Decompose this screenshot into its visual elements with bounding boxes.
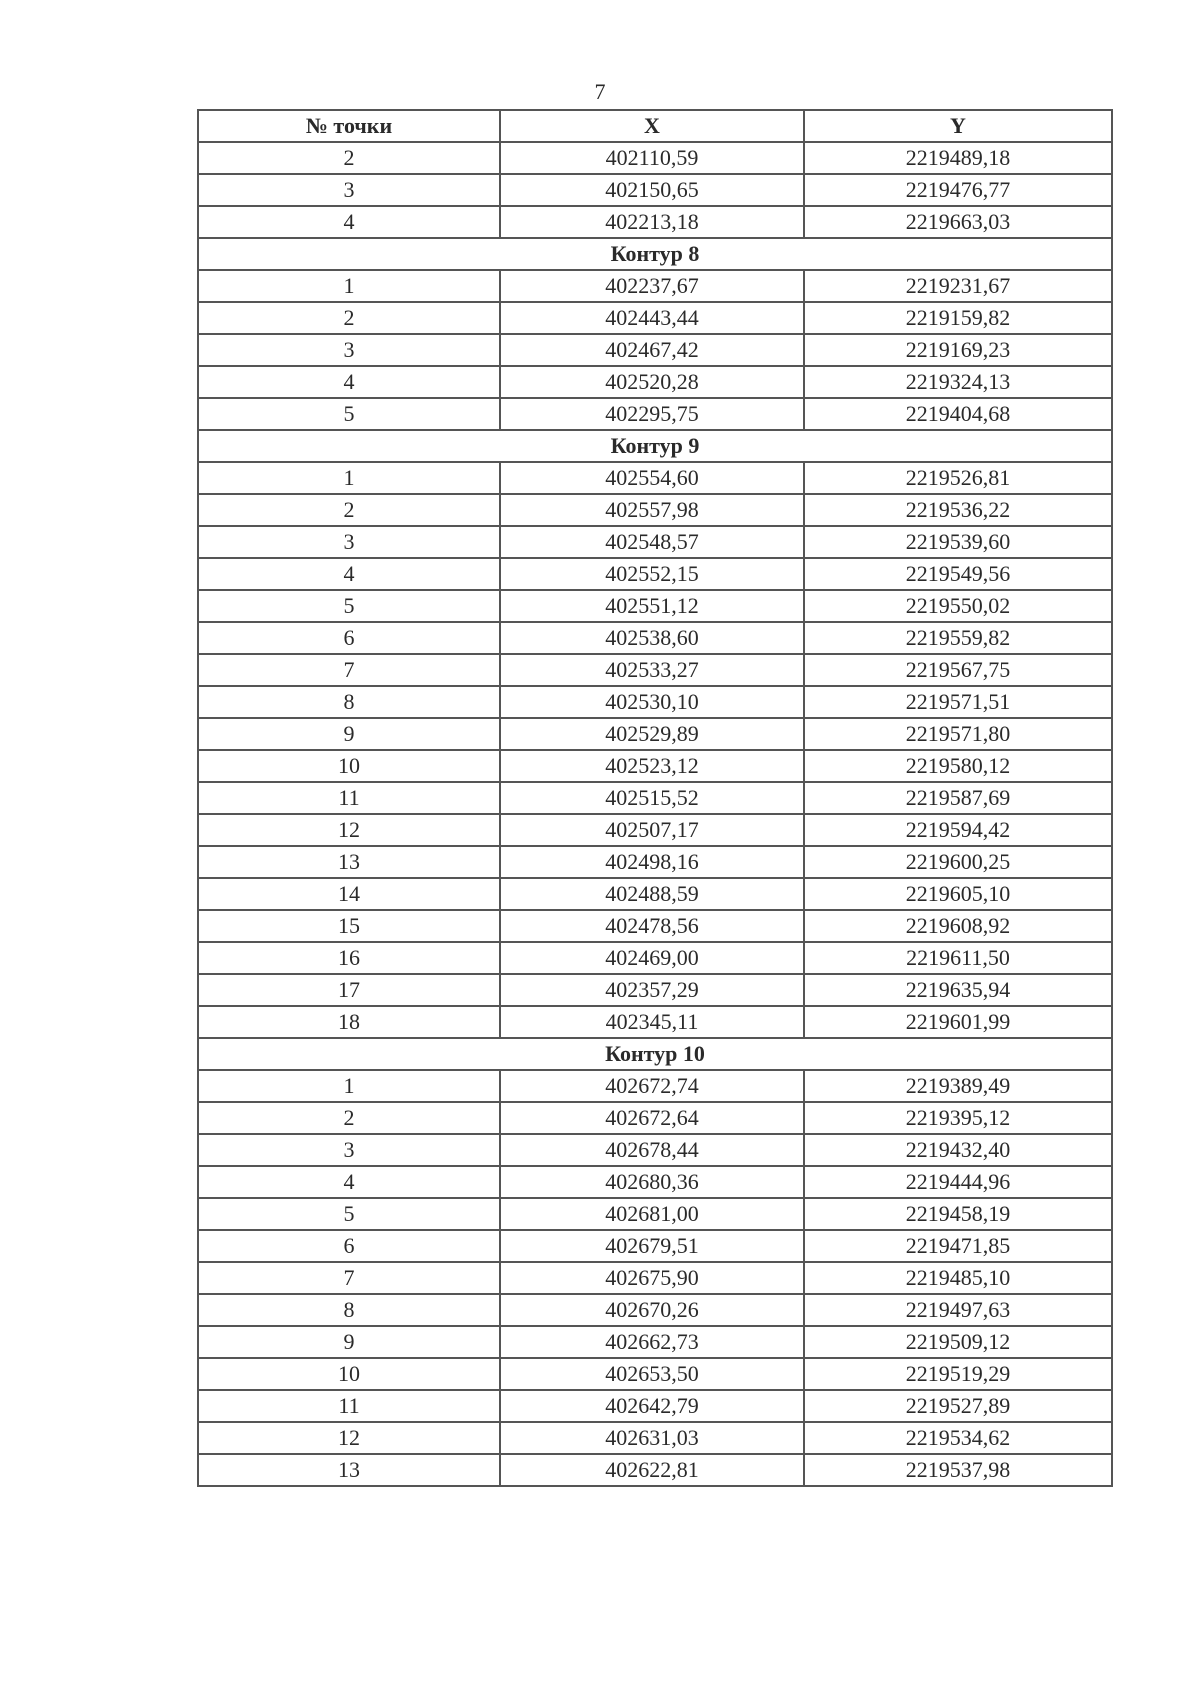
cell-y: 2219444,96 — [804, 1166, 1112, 1198]
cell-y: 2219605,10 — [804, 878, 1112, 910]
cell-point-number: 18 — [198, 1006, 500, 1038]
table-row — [198, 494, 1112, 526]
cell-point-number: 9 — [198, 718, 500, 750]
cell-point-number: 13 — [198, 1454, 500, 1486]
cell-y: 2219580,12 — [804, 750, 1112, 782]
cell-x: 402681,00 — [500, 1198, 804, 1230]
cell-x: 402672,74 — [500, 1070, 804, 1102]
cell-x: 402675,90 — [500, 1262, 804, 1294]
cell-point-number: 5 — [198, 590, 500, 622]
cell-y: 2219600,25 — [804, 846, 1112, 878]
table-row — [198, 398, 1112, 430]
cell-x: 402679,51 — [500, 1230, 804, 1262]
table-row — [198, 1422, 1112, 1454]
cell-point-number: 7 — [198, 654, 500, 686]
coordinates-table — [197, 109, 1113, 1487]
table-row — [198, 974, 1112, 1006]
table-row — [198, 782, 1112, 814]
cell-y: 2219571,80 — [804, 718, 1112, 750]
header-y: Y — [804, 110, 1112, 142]
cell-x: 402295,75 — [500, 398, 804, 430]
table-row — [198, 718, 1112, 750]
table-row — [198, 1390, 1112, 1422]
header-row — [198, 110, 1112, 142]
cell-y: 2219432,40 — [804, 1134, 1112, 1166]
table-row — [198, 846, 1112, 878]
cell-y: 2219635,94 — [804, 974, 1112, 1006]
table-header — [198, 110, 1112, 142]
cell-x: 402622,81 — [500, 1454, 804, 1486]
table-row — [198, 1102, 1112, 1134]
cell-y: 2219231,67 — [804, 270, 1112, 302]
cell-point-number: 7 — [198, 1262, 500, 1294]
cell-x: 402678,44 — [500, 1134, 804, 1166]
cell-point-number: 8 — [198, 686, 500, 718]
cell-point-number: 1 — [198, 270, 500, 302]
cell-x: 402498,16 — [500, 846, 804, 878]
cell-point-number: 4 — [198, 1166, 500, 1198]
cell-point-number: 15 — [198, 910, 500, 942]
cell-x: 402529,89 — [500, 718, 804, 750]
cell-point-number: 2 — [198, 494, 500, 526]
table-row — [198, 206, 1112, 238]
header-x: X — [500, 110, 804, 142]
cell-x: 402213,18 — [500, 206, 804, 238]
cell-x: 402467,42 — [500, 334, 804, 366]
cell-point-number: 13 — [198, 846, 500, 878]
cell-y: 2219497,63 — [804, 1294, 1112, 1326]
cell-point-number: 6 — [198, 1230, 500, 1262]
cell-point-number: 2 — [198, 302, 500, 334]
page-number: 7 — [594, 79, 606, 104]
cell-y: 2219567,75 — [804, 654, 1112, 686]
cell-y: 2219550,02 — [804, 590, 1112, 622]
table-row — [198, 1166, 1112, 1198]
table-row — [198, 1006, 1112, 1038]
table-row — [198, 142, 1112, 174]
cell-y: 2219663,03 — [804, 206, 1112, 238]
cell-x: 402530,10 — [500, 686, 804, 718]
table-row — [198, 590, 1112, 622]
table-row — [198, 302, 1112, 334]
table-row — [198, 174, 1112, 206]
cell-y: 2219526,81 — [804, 462, 1112, 494]
table-row — [198, 1134, 1112, 1166]
cell-point-number: 5 — [198, 398, 500, 430]
cell-point-number: 9 — [198, 1326, 500, 1358]
section-label: Контур 9 — [198, 430, 1112, 462]
cell-point-number: 2 — [198, 142, 500, 174]
cell-y: 2219539,60 — [804, 526, 1112, 558]
cell-x: 402554,60 — [500, 462, 804, 494]
table-row — [198, 270, 1112, 302]
cell-y: 2219549,56 — [804, 558, 1112, 590]
table-row — [198, 558, 1112, 590]
cell-y: 2219559,82 — [804, 622, 1112, 654]
cell-y: 2219476,77 — [804, 174, 1112, 206]
cell-y: 2219608,92 — [804, 910, 1112, 942]
cell-x: 402345,11 — [500, 1006, 804, 1038]
cell-y: 2219389,49 — [804, 1070, 1112, 1102]
table-row — [198, 1262, 1112, 1294]
table-row — [198, 910, 1112, 942]
cell-point-number: 17 — [198, 974, 500, 1006]
cell-y: 2219611,50 — [804, 942, 1112, 974]
cell-point-number: 3 — [198, 334, 500, 366]
cell-x: 402478,56 — [500, 910, 804, 942]
table-row — [198, 814, 1112, 846]
cell-x: 402443,44 — [500, 302, 804, 334]
cell-point-number: 8 — [198, 1294, 500, 1326]
cell-x: 402523,12 — [500, 750, 804, 782]
cell-x: 402670,26 — [500, 1294, 804, 1326]
table-row — [198, 942, 1112, 974]
table-row — [198, 1454, 1112, 1486]
section-label: Контур 8 — [198, 238, 1112, 270]
cell-y: 2219489,18 — [804, 142, 1112, 174]
cell-x: 402653,50 — [500, 1358, 804, 1390]
table-row — [198, 878, 1112, 910]
cell-y: 2219458,19 — [804, 1198, 1112, 1230]
cell-point-number: 3 — [198, 174, 500, 206]
table-row — [198, 526, 1112, 558]
cell-x: 402538,60 — [500, 622, 804, 654]
cell-y: 2219587,69 — [804, 782, 1112, 814]
cell-x: 402680,36 — [500, 1166, 804, 1198]
cell-x: 402557,98 — [500, 494, 804, 526]
cell-y: 2219471,85 — [804, 1230, 1112, 1262]
cell-x: 402662,73 — [500, 1326, 804, 1358]
cell-y: 2219519,29 — [804, 1358, 1112, 1390]
cell-point-number: 10 — [198, 1358, 500, 1390]
cell-x: 402469,00 — [500, 942, 804, 974]
cell-y: 2219169,23 — [804, 334, 1112, 366]
cell-y: 2219536,22 — [804, 494, 1112, 526]
header-point-number: № точки — [198, 110, 500, 142]
cell-y: 2219395,12 — [804, 1102, 1112, 1134]
cell-y: 2219594,42 — [804, 814, 1112, 846]
table-row — [198, 1198, 1112, 1230]
table-row — [198, 1070, 1112, 1102]
cell-y: 2219537,98 — [804, 1454, 1112, 1486]
table-row — [198, 1326, 1112, 1358]
table-row — [198, 334, 1112, 366]
cell-y: 2219509,12 — [804, 1326, 1112, 1358]
cell-x: 402150,65 — [500, 174, 804, 206]
cell-y: 2219324,13 — [804, 366, 1112, 398]
cell-x: 402533,27 — [500, 654, 804, 686]
cell-x: 402357,29 — [500, 974, 804, 1006]
cell-x: 402551,12 — [500, 590, 804, 622]
table-row — [198, 622, 1112, 654]
section-row — [198, 238, 1112, 270]
cell-x: 402507,17 — [500, 814, 804, 846]
cell-y: 2219159,82 — [804, 302, 1112, 334]
cell-point-number: 1 — [198, 462, 500, 494]
cell-x: 402631,03 — [500, 1422, 804, 1454]
cell-x: 402552,15 — [500, 558, 804, 590]
cell-y: 2219601,99 — [804, 1006, 1112, 1038]
table-row — [198, 1230, 1112, 1262]
cell-point-number: 1 — [198, 1070, 500, 1102]
cell-point-number: 4 — [198, 206, 500, 238]
cell-x: 402672,64 — [500, 1102, 804, 1134]
section-row — [198, 1038, 1112, 1070]
table-row — [198, 654, 1112, 686]
section-label: Контур 10 — [198, 1038, 1112, 1070]
cell-point-number: 14 — [198, 878, 500, 910]
cell-x: 402237,67 — [500, 270, 804, 302]
table-row — [198, 366, 1112, 398]
cell-point-number: 11 — [198, 782, 500, 814]
cell-point-number: 3 — [198, 1134, 500, 1166]
cell-point-number: 5 — [198, 1198, 500, 1230]
cell-x: 402488,59 — [500, 878, 804, 910]
cell-y: 2219571,51 — [804, 686, 1112, 718]
cell-point-number: 6 — [198, 622, 500, 654]
cell-point-number: 2 — [198, 1102, 500, 1134]
cell-point-number: 16 — [198, 942, 500, 974]
cell-y: 2219534,62 — [804, 1422, 1112, 1454]
cell-x: 402642,79 — [500, 1390, 804, 1422]
table-row — [198, 686, 1112, 718]
cell-y: 2219485,10 — [804, 1262, 1112, 1294]
table-row — [198, 462, 1112, 494]
cell-x: 402110,59 — [500, 142, 804, 174]
cell-point-number: 4 — [198, 558, 500, 590]
cell-x: 402515,52 — [500, 782, 804, 814]
cell-point-number: 11 — [198, 1390, 500, 1422]
cell-point-number: 12 — [198, 814, 500, 846]
cell-point-number: 3 — [198, 526, 500, 558]
cell-x: 402520,28 — [500, 366, 804, 398]
section-row — [198, 430, 1112, 462]
table-row — [198, 750, 1112, 782]
cell-x: 402548,57 — [500, 526, 804, 558]
cell-y: 2219527,89 — [804, 1390, 1112, 1422]
cell-point-number: 10 — [198, 750, 500, 782]
cell-y: 2219404,68 — [804, 398, 1112, 430]
table-body — [198, 142, 1112, 1486]
table-row — [198, 1294, 1112, 1326]
cell-point-number: 4 — [198, 366, 500, 398]
table-row — [198, 1358, 1112, 1390]
cell-point-number: 12 — [198, 1422, 500, 1454]
